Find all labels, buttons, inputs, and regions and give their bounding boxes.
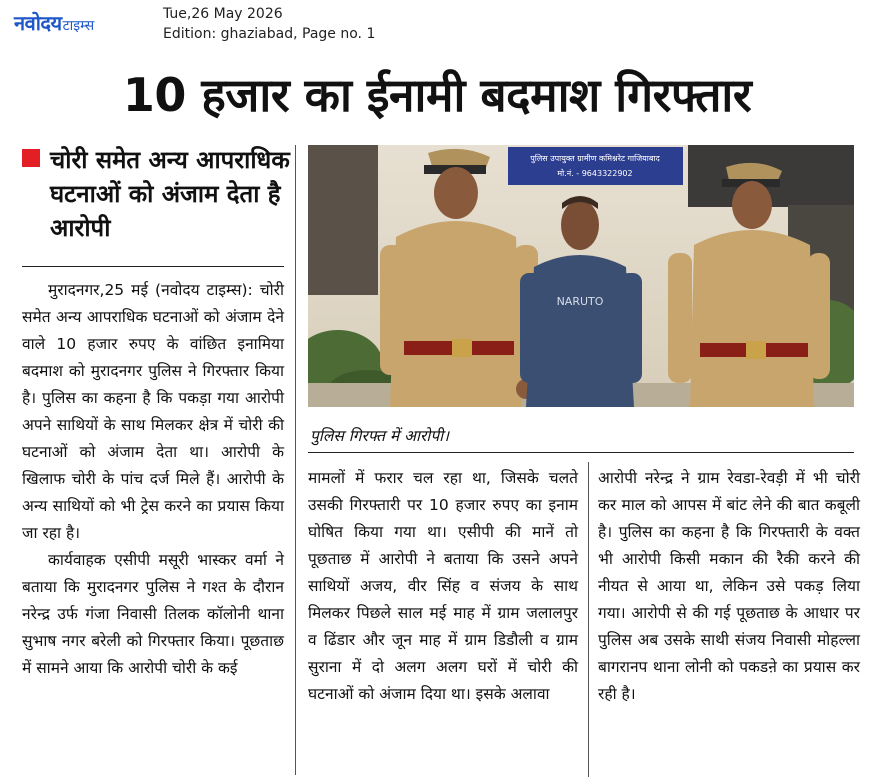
newspaper-logo[interactable] [14,9,94,36]
masthead [0,0,874,50]
article-column-3 [598,465,860,708]
issue-date: Tue,26 May 2026 [163,6,283,22]
column-2-paragraph: मामलों में फरार चल रहा था, जिसके चलते उसकी गिरफ्तारी पर 10 हजार रुपए का इनाम घोषित किया गया था। एसीपी की मानें तो पूछताछ में आरोपी ने बताया कि उसने अपने साथियों अजय, वीर सिंह व संजय के साथ मिलकर पिछले साल मई माह में ग्राम जलालपुर व ढिंडार और जून माह में ग्राम डिडौली व ग्राम सुराना में दो अलग अलग घरों में चोरी की घटनाओं को अंजाम दिया था। इसके अलावा [308,469,578,703]
article-headline: 10 हजार का ईनामी बदमाश गिरफ्तार [122,68,752,122]
column-3-paragraph: आरोपी नरेन्द्र ने ग्राम रेवडा-रेवड़ी में भी चोरी कर माल को आपस में बांट लेने की बात कबूली है। पुलिस का कहना है कि गिरफ्तारी के वक्त भी आरोपी किसी मकान की रैकी करने की नीयत से आया था, लेकिन उसे पकड़ लिया गया। आरोपी से की गई पूछताछ के आधार पर पुलिस अब उसके साथी संजय निवासी मोहल्ला बागरानप थाना लोनी को पकडऩे का प्रयास कर रही है। [598,469,860,703]
subhead-divider [22,266,284,267]
column-separator-2 [588,462,589,777]
column-1-paragraph-2: कार्यवाहक एसीपी मसूरी भास्कर वर्मा ने बताया कि मुरादनगर पुलिस ने गश्त के दौरान नरेन्द्र उर्फ गंजा निवासी तिलक कॉलोनी थाना सुभाष नगर बरेली को गिरफ्तार किया। पूछताछ में सामने आया कि आरोपी चोरी के कई [22,551,284,677]
brand-main: नवोदय [14,11,62,35]
edition-info: Edition: ghaziabad, Page no. 1 [163,26,376,42]
police-arrest-photo [308,145,854,407]
red-square-marker [22,149,40,167]
edition-meta [163,4,375,44]
article-column-1 [22,277,284,682]
article-subheadline: चोरी समेत अन्य आपराधिक घटनाओं को अंजाम देता है आरोपी [50,146,290,242]
article-column-2 [308,465,578,708]
sign-board-phone: मो.नं. - 9643322902 [557,169,633,178]
column-1-paragraph-1: मुरादनगर,25 मई (नवोदय टाइम्स): चोरी समेत अन्य आपराधिक घटनाओं को अंजाम देने वाले 10 हजार रुपए के वांछित इनामिया बदमाश को मुरादनगर पुलिस ने गिरफ्तार किया है। पुलिस का कहना है कि पकड़ा गया आरोपी अपने साथियों के साथ मिलकर क्षेत्र में चोरी की घटनाओं को अंजाम देता था। आरोपी के खिलाफ चोरी के पांच दर्ज मिले हैं। आरोपी के अन्य साथियों को भी ट्रेस करने का प्रयास किया जा रहा है। [22,281,284,542]
article-subheadline-block [22,143,292,245]
brand-sub: टाइम्स [62,18,95,34]
article-photo[interactable] [308,145,854,407]
column-separator [295,145,296,775]
shirt-print: NARUTO [556,295,604,308]
sign-board-text: पुलिस उपायुक्त ग्रामीण कमिश्नरेट गाजियाबाद [530,154,660,163]
caption-divider [308,452,854,453]
photo-caption: पुलिस गिरफ्त में आरोपी। [310,427,450,445]
